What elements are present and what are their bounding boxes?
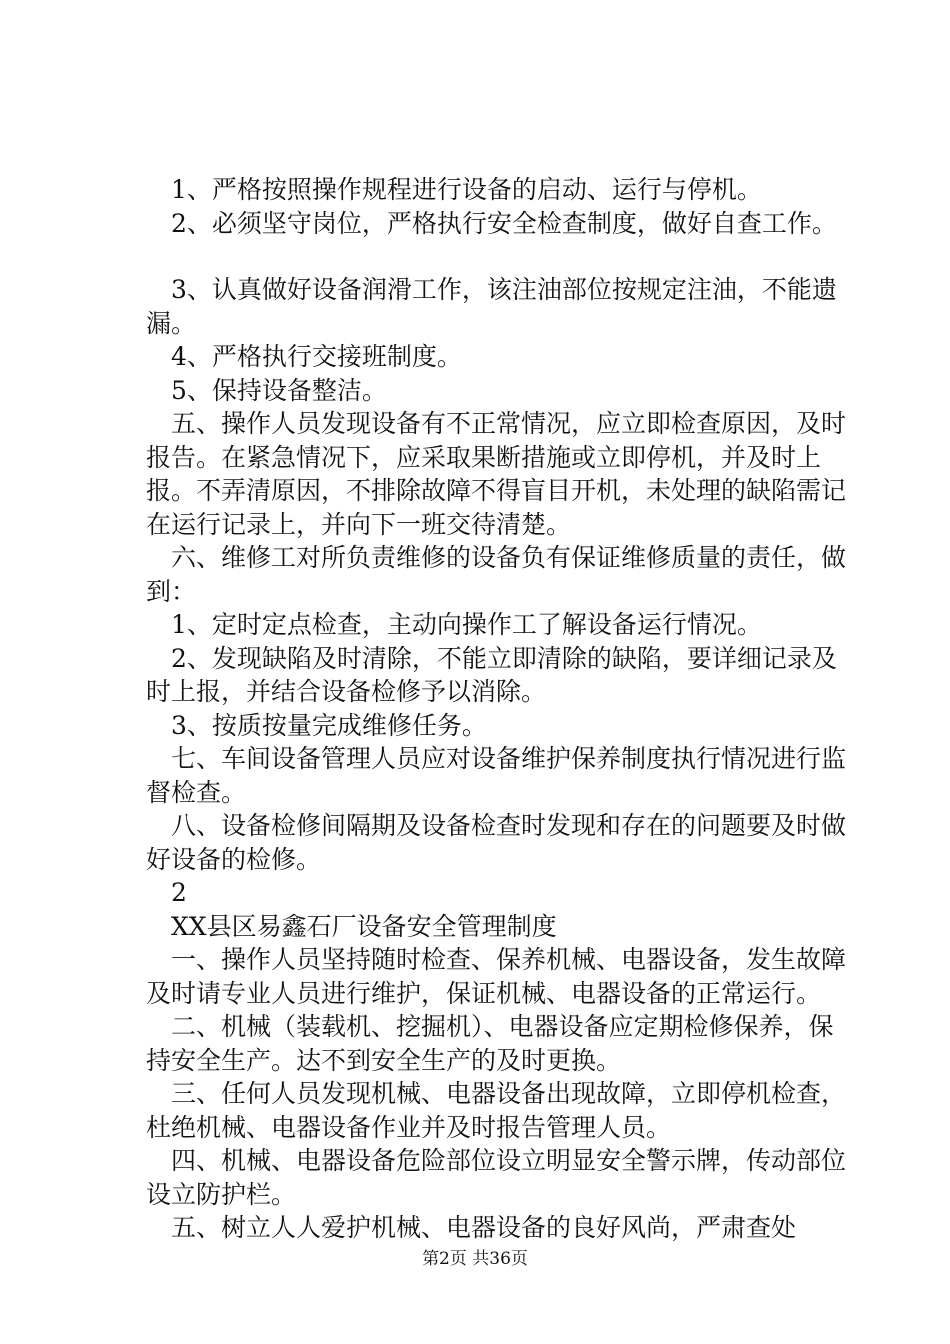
paragraph: 七、车间设备管理人员应对设备维护保养制度执行情况进行监督检查。 [146,744,847,807]
section-number: 2 [146,878,187,907]
paragraph: 1、严格按照操作规程进行设备的启动、运行与停机。 [146,175,762,204]
page-footer: 第2页 共36页 [422,1249,528,1269]
paragraph: 四、机械、电器设备危险部位设立明显安全警示牌，传动部位设立防护栏。 [146,1146,847,1209]
paragraph: 2、必须坚守岗位，严格执行安全检查制度，做好自查工作。 [146,208,837,238]
paragraph: 4、严格执行交接班制度。 [146,342,462,371]
paragraph: 六、维修工对所负责维修的设备负有保证维修质量的责任，做到： [146,543,847,606]
paragraph: 5、保持设备整洁。 [146,375,387,405]
paragraph: 八、设备检修间隔期及设备检查时发现和存在的问题要及时做好设备的检修。 [146,811,847,874]
section-title: XX县区易鑫石厂设备安全管理制度 [146,911,557,941]
document-body [146,173,846,1245]
paragraph: 二、机械（装载机、挖掘机）、电器设备应定期检修保养，保持安全生产。达不到安全生产的及时更换。 [146,1012,834,1075]
paragraph: 3、认真做好设备润滑工作，该注油部位按规定注油，不能遗漏。 [146,275,837,338]
paragraph: 五、树立人人爱护机械、电器设备的良好风尚，严肃查处 [146,1213,797,1242]
blank-line [146,240,846,273]
paragraph: 2、发现缺陷及时清除，不能立即清除的缺陷，要详细记录及时上报，并结合设备检修予以消除。 [146,643,837,706]
paragraph: 3、按质按量完成维修任务。 [146,710,487,740]
paragraph: 三、任何人员发现机械、电器设备出现故障，立即停机检查，杜绝机械、电器设备作业并及时报告管理人员。 [146,1079,847,1142]
paragraph: 一、操作人员坚持随时检查、保养机械、电器设备，发生故障及时请专业人员进行维护，保证机械、电器设备的正常运行。 [146,945,847,1008]
paragraph: 五、操作人员发现设备有不正常情况，应立即检查原因，及时报告。在紧急情况下，应采取果断措施或立即停机，并及时上报。不弄清原因，不排除故障不得盲目开机，未处理的缺陷需记在运行记录上，并向下一班交待清楚。 [146,409,847,539]
paragraph: 1、定时定点检查，主动向操作工了解设备运行情况。 [146,610,762,639]
